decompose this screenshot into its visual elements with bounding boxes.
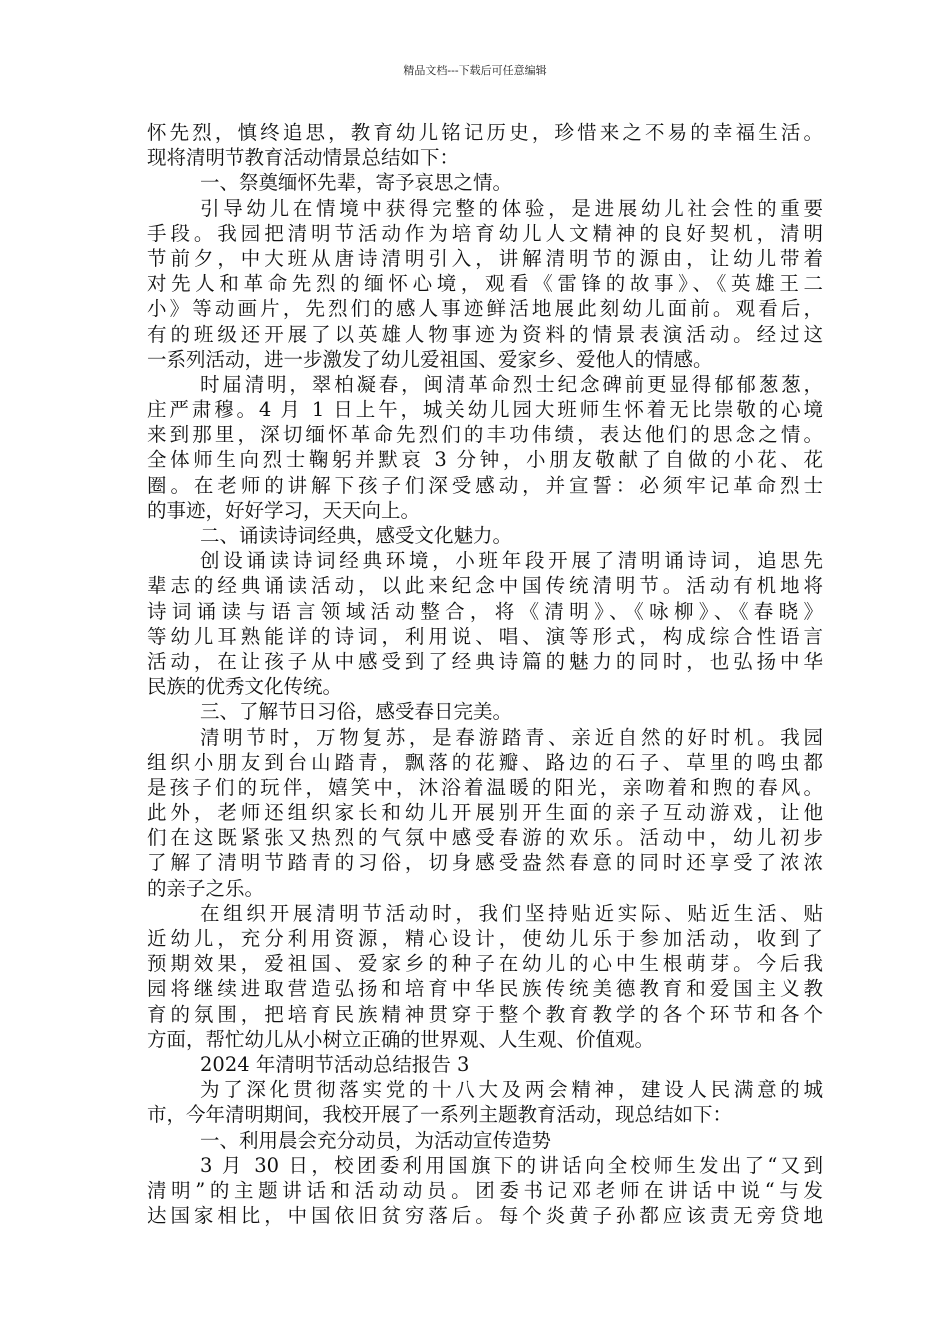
text-line: 手段。我园把清明节活动作为培育幼儿人文精神的良好契机，清明 — [147, 221, 823, 245]
report-title: 2024 年清明节活动总结报告 3 — [200, 1052, 470, 1076]
text-line: 为了深化贯彻落实党的十八大及两会精神，建设人民满意的城 — [200, 1078, 823, 1102]
text-line: 一系列活动，进一步激发了幼儿爱祖国、爱家乡、爱他人的情感。 — [147, 347, 713, 371]
text-line: 活动，在让孩子从中感受到了经典诗篇的魅力的同时，也弘扬中华 — [147, 649, 823, 673]
text-line: 预期效果，爱祖国、爱家乡的种子在幼儿的心中生根萌芽。今后我 — [147, 952, 823, 976]
text-line: 的亲子之乐。 — [147, 876, 265, 900]
text-line: 全体师生向烈士鞠躬并默哀 3 分钟，小朋友敬献了自做的小花、花 — [147, 448, 823, 472]
section-heading: 一、利用晨会充分动员，为活动宣传造势 — [200, 1128, 552, 1152]
text-line: 对先人和革命先烈的缅怀心境，观看《雷锋的故事》、《英雄王二 — [147, 272, 823, 296]
text-line: 来到那里，深切缅怀革命先烈们的丰功伟绩，表达他们的思念之情。 — [147, 423, 823, 447]
text-line: 创设诵读诗词经典环境，小班年段开展了清明诵诗词，追思先 — [200, 549, 823, 573]
text-line: 的事迹，好好学习，天天向上。 — [147, 498, 421, 522]
text-line: 了解了清明节踏青的习俗，切身感受盎然春意的同时还享受了浓浓 — [147, 851, 823, 875]
text-line: 等幼儿耳熟能详的诗词，利用说、唱、演等形式，构成综合性语言 — [147, 624, 823, 648]
text-line: 庄严肃穆。4 月 1 日上午，城关幼儿园大班师生怀着无比崇敬的心境 — [147, 398, 823, 422]
section-heading: 一、祭奠缅怀先辈，寄予哀思之情。 — [200, 171, 513, 195]
text-line: 现将清明节教育活动情景总结如下： — [147, 146, 460, 170]
text-line: 节前夕，中大班从唐诗清明引入，讲解清明节的源由，让幼儿带着 — [147, 246, 823, 270]
text-line: 小》等动画片，先烈们的感人事迹鲜活地展此刻幼儿面前。观看后， — [147, 297, 823, 321]
document-body — [147, 120, 823, 1228]
section-heading: 二、诵读诗词经典，感受文化魅力。 — [200, 524, 513, 547]
page-header: 精品文档---下载后可任意编辑 — [403, 64, 547, 77]
text-line: 育的氛围，把培育民族精神贯穿于整个教育教学的各个环节和各个 — [147, 1002, 823, 1026]
text-line: 诗词诵读与语言领域活动整合，将《清明》、《咏柳》、《春晓》 — [147, 599, 823, 623]
text-line: 3 月 30 日，校团委利用国旗下的讲话向全校师生发出了“又到 — [200, 1153, 823, 1177]
text-line: 圈。在老师的讲解下孩子们深受感动，并宣誓：必须牢记革命烈士 — [147, 473, 823, 497]
text-line: 清明节时，万物复苏，是春游踏青、亲近自然的好时机。我园 — [200, 725, 823, 749]
text-line: 们在这既紧张又热烈的气氛中感受春游的欢乐。活动中，幼儿初步 — [147, 826, 823, 850]
text-line: 方面，帮忙幼儿从小树立正确的世界观、人生观、价值观。 — [147, 1027, 655, 1051]
text-line: 近幼儿，充分利用资源，精心设计，使幼儿乐于参加活动，收到了 — [147, 927, 823, 950]
text-line: 清明”的主题讲话和活动动员。团委书记邓老师在讲话中说“与发 — [147, 1178, 823, 1202]
text-line: 在组织开展清明节活动时，我们坚持贴近实际、贴近生活、贴 — [200, 901, 823, 925]
text-line: 此外，老师还组织家长和幼儿开展别开生面的亲子互动游戏，让他 — [147, 801, 823, 825]
text-line: 引导幼儿在情境中获得完整的体验，是进展幼儿社会性的重要 — [200, 196, 823, 220]
section-heading: 三、了解节日习俗，感受春日完美。 — [200, 700, 513, 724]
text-line: 辈志的经典诵读活动，以此来纪念中国传统清明节。活动有机地将 — [147, 574, 823, 598]
text-line: 组织小朋友到台山踏青，飘落的花瓣、路边的石子、草里的鸣虫都 — [147, 750, 823, 774]
text-line: 是孩子们的玩伴，嬉笑中，沐浴着温暖的阳光，亲吻着和煦的春风。 — [147, 775, 823, 799]
text-line: 园将继续进取营造弘扬和培育中华民族传统美德教育和爱国主义教 — [147, 977, 823, 1001]
text-line: 市，今年清明期间，我校开展了一系列主题教育活动，现总结如下： — [147, 1103, 733, 1127]
text-line: 民族的优秀文化传统。 — [147, 675, 343, 699]
text-line: 有的班级还开展了以英雄人物事迹为资料的情景表演活动。经过这 — [147, 322, 823, 346]
text-line: 达国家相比，中国依旧贫穷落后。每个炎黄子孙都应该责无旁贷地 — [147, 1204, 823, 1228]
text-line: 时届清明，翠柏凝春，闽清革命烈士纪念碑前更显得郁郁葱葱， — [200, 372, 823, 396]
text-line: 怀先烈，慎终追思，教育幼儿铭记历史，珍惜来之不易的幸福生活。 — [147, 121, 823, 144]
